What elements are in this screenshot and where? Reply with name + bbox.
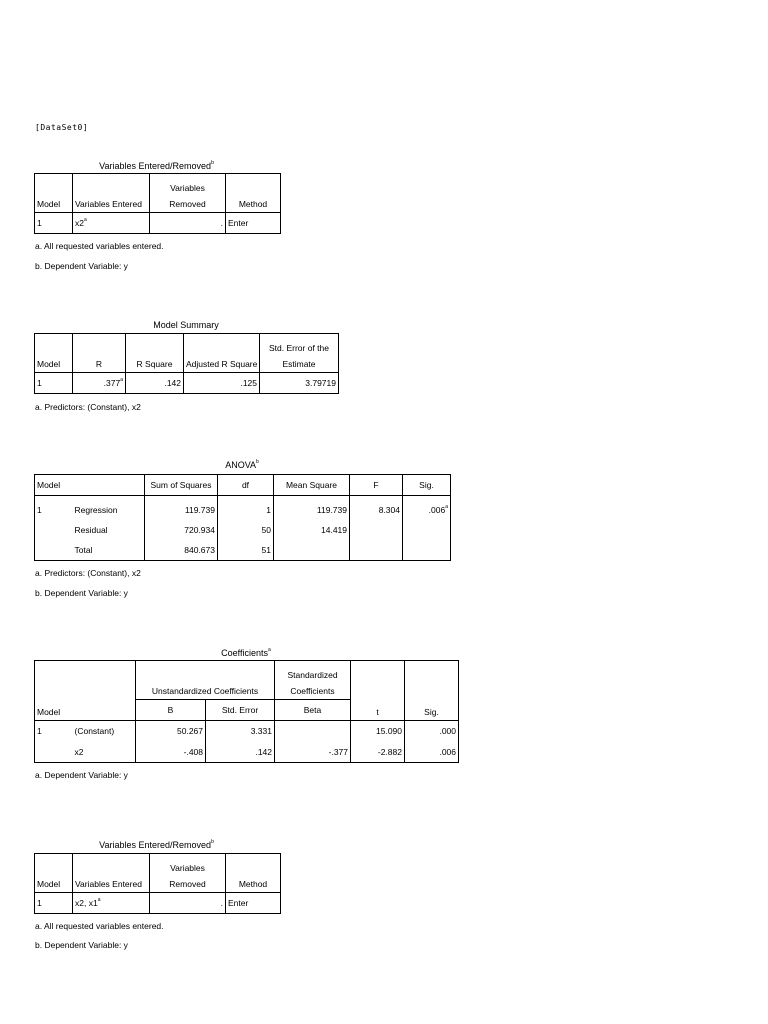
cell-df: 1: [218, 496, 274, 520]
cell-label: (Constant): [73, 721, 136, 742]
cell-r: .377$^a$: [73, 373, 126, 394]
col-header-model: Model: [37, 707, 61, 717]
col-header-model: Model: [37, 480, 61, 490]
col-header-method: Method: [226, 174, 281, 213]
cell-r-square: .142: [126, 373, 184, 394]
cell-sig: [403, 520, 451, 541]
summary-table: [34, 333, 339, 394]
cell-sig: [403, 541, 451, 561]
cell-model: 1: [35, 373, 73, 394]
coef-table: [34, 660, 459, 763]
cell-df: 50: [218, 520, 274, 541]
table-row: [35, 721, 459, 742]
cell-label: x2: [74, 746, 84, 757]
cell-model: [35, 541, 73, 561]
col-header-std-error: Std. Error: [206, 700, 275, 721]
cell-entered: x2$^a$: [73, 213, 150, 234]
cell-ms: 14.419: [274, 520, 350, 541]
cell-entered: x2, x1$^a$: [73, 893, 150, 914]
cell-removed: .: [150, 893, 226, 914]
col-header-model: Model: [37, 359, 61, 369]
cell-ss: 119.739: [145, 496, 218, 520]
col-header-f: F: [350, 475, 403, 496]
vars2-note-b: b. Dependent Variable: y: [35, 940, 128, 950]
cell-beta: -.377: [275, 742, 351, 763]
summary-note-a: a. Predictors: (Constant), x2: [35, 402, 141, 412]
vars1-note-a: a. All requested variables entered.: [35, 241, 164, 251]
col-header-t: t: [351, 661, 405, 721]
vars1-title: Variables Entered/Removed$^b$: [99, 160, 214, 171]
vars2-table: [34, 853, 281, 914]
col-header-sig: Sig.: [403, 475, 451, 496]
cell-ss: 720.934: [145, 520, 218, 541]
col-header-entered: Variables Entered: [73, 174, 150, 213]
dataset-label: [DataSet0]: [35, 123, 89, 132]
cell-label: Total: [74, 545, 93, 556]
cell-b: -.408: [136, 742, 206, 763]
col-header-beta: Beta: [275, 700, 351, 721]
anova-title: ANOVA$^b$: [225, 459, 259, 470]
cell-method: Enter: [226, 893, 281, 914]
cell-beta: [275, 721, 351, 742]
col-header-model: Model: [37, 879, 61, 889]
cell-std-error: 3.331: [206, 721, 275, 742]
table-row: [35, 373, 339, 394]
coef-note-a: a. Dependent Variable: y: [35, 770, 128, 780]
cell-t: -2.882: [351, 742, 405, 763]
col-header-adj-r-square: Adjusted R Square: [184, 334, 260, 373]
cell-model: 1: [35, 893, 73, 914]
col-header-ms: Mean Square: [274, 475, 350, 496]
col-header-sig: Sig.: [405, 661, 459, 721]
table-header-row: [35, 854, 281, 893]
cell-model: 1: [35, 213, 73, 234]
table-row: [35, 520, 451, 541]
table-row: [35, 213, 281, 234]
cell-removed: .: [150, 213, 226, 234]
table-header-row: [35, 174, 281, 213]
anova-note-a: a. Predictors: (Constant), x2: [35, 568, 141, 578]
cell-model: [35, 520, 73, 541]
anova-note-b: b. Dependent Variable: y: [35, 588, 128, 598]
vars2-note-a: a. All requested variables entered.: [35, 921, 164, 931]
col-header-standardized: Standardized Coefficients: [275, 661, 351, 700]
cell-f: [350, 541, 403, 561]
vars1-note-b: b. Dependent Variable: y: [35, 261, 128, 271]
cell-ms: 119.739: [274, 496, 350, 520]
col-header-ss: Sum of Squares: [145, 475, 218, 496]
col-header-entered: Variables Entered: [73, 854, 150, 893]
cell-sig: .006$^a$: [403, 496, 451, 520]
table-row: [35, 893, 281, 914]
cell-method: Enter: [226, 213, 281, 234]
col-header-b: B: [136, 700, 206, 721]
cell-std-error: 3.79719: [260, 373, 339, 394]
col-header-std-error: Std. Error of the Estimate: [260, 334, 339, 373]
col-header-r-square: R Square: [126, 334, 184, 373]
cell-b: 50.267: [136, 721, 206, 742]
cell-f: [350, 520, 403, 541]
vars2-title: Variables Entered/Removed$^b$: [99, 839, 214, 850]
cell-std-error: .142: [206, 742, 275, 763]
table-header-row: [35, 661, 459, 700]
cell-model: 1: [35, 496, 73, 520]
col-header-unstandardized: Unstandardized Coefficients: [136, 661, 275, 700]
table-row: [35, 496, 451, 520]
cell-df: 51: [218, 541, 274, 561]
cell-ms: [274, 541, 350, 561]
table-row: [35, 541, 451, 561]
col-header-r: R: [73, 334, 126, 373]
cell-label: Residual: [74, 525, 108, 535]
col-header-removed: Variables Removed: [150, 854, 226, 893]
cell-adj-r-square: .125: [184, 373, 260, 394]
cell-f: 8.304: [350, 496, 403, 520]
cell-ss: 840.673: [145, 541, 218, 561]
col-header-df: df: [218, 475, 274, 496]
table-row: [35, 742, 459, 763]
vars1-table: [34, 173, 281, 234]
cell-model: 1: [35, 721, 73, 742]
cell-sig: .006: [405, 742, 459, 763]
col-header-model: Model: [37, 199, 61, 209]
cell-t: 15.090: [351, 721, 405, 742]
col-header-method: Method: [226, 854, 281, 893]
col-header-removed: Variables Removed: [150, 174, 226, 213]
table-header-row: [35, 334, 339, 373]
anova-table: [34, 474, 451, 561]
coef-title: Coefficients$^a$: [221, 647, 271, 658]
cell-sig: .000: [405, 721, 459, 742]
summary-title: Model Summary: [153, 320, 219, 330]
cell-label: Regression: [73, 496, 145, 520]
cell-model: [35, 742, 73, 763]
table-header-row: [35, 475, 451, 496]
